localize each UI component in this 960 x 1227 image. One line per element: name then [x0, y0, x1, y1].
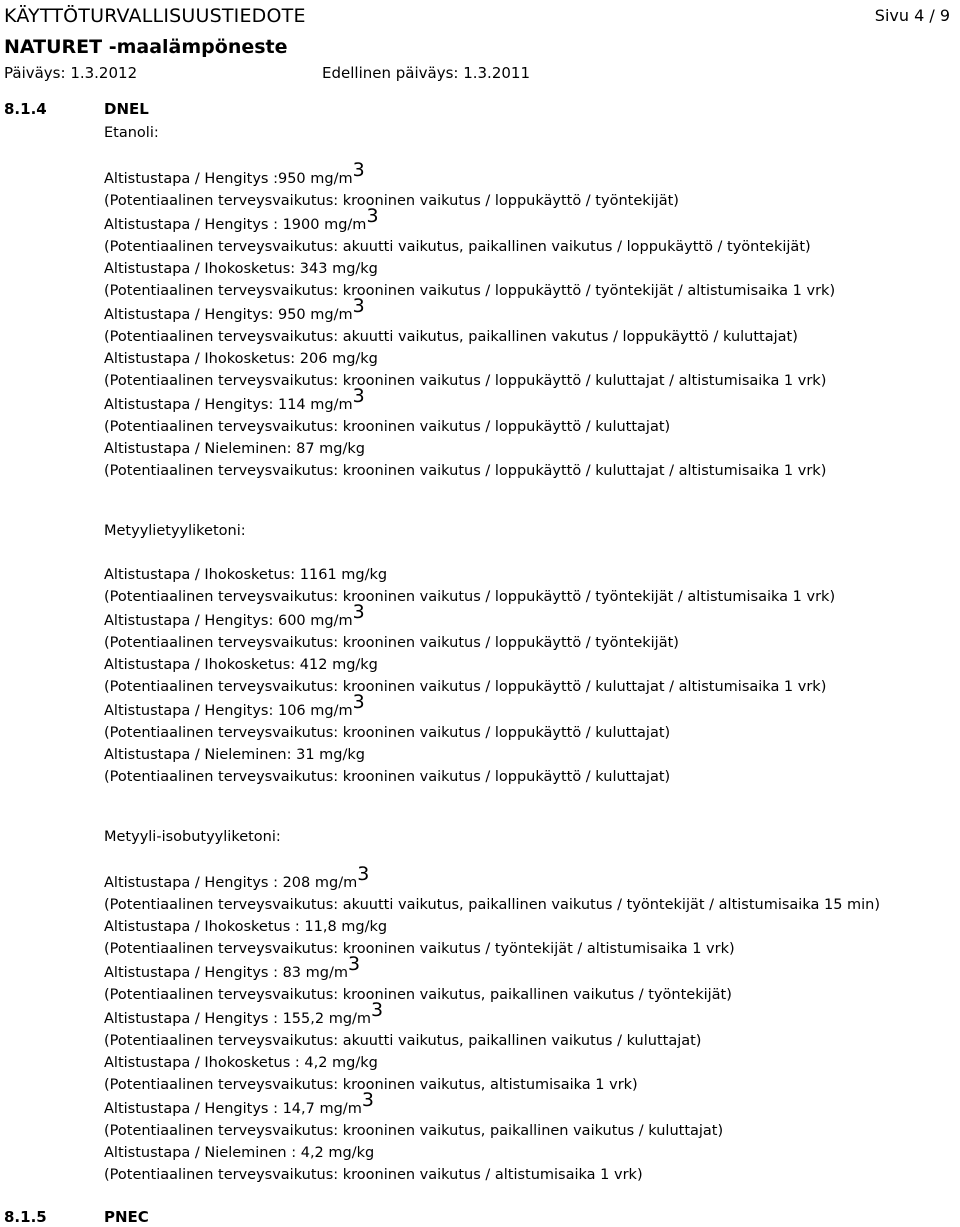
exposure-route-text: Altistustapa / Ihokosketus : 4,2 mg/kg — [104, 1055, 378, 1071]
exposure-route — [104, 1142, 954, 1164]
health-effect: (Potentiaalinen terveysvaikutus: akuutti vaikutus, paikallinen vakutus / loppukäyttö / kuluttajat) — [104, 329, 798, 345]
health-effect: (Potentiaalinen terveysvaikutus: krooninen vaikutus, paikallinen vaikutus / työntekijät) — [104, 987, 732, 1003]
exposure-route-text: Altistustapa / Hengitys :950 mg/m — [104, 171, 353, 187]
health-effect: (Potentiaalinen terveysvaikutus: krooninen vaikutus / loppukäyttö / kuluttajat / altistumisaika 1 vrk) — [104, 373, 827, 389]
unit-exponent: 3 — [352, 601, 365, 623]
section-title: DNEL — [104, 100, 149, 118]
issue-date: Päiväys: 1.3.2012 — [4, 64, 138, 82]
exposure-route — [104, 953, 954, 984]
health-effect: (Potentiaalinen terveysvaikutus: akuutti vaikutus, paikallinen vaikutus / kuluttajat) — [104, 1033, 702, 1049]
health-effect: (Potentiaalinen terveysvaikutus: krooninen vaikutus / loppukäyttö / kuluttajat) — [104, 725, 671, 741]
page-number: Sivu 4 / 9 — [874, 6, 950, 25]
exposure-route-text: Altistustapa / Nieleminen: 31 mg/kg — [104, 747, 365, 763]
health-effect: (Potentiaalinen terveysvaikutus: krooninen vaikutus / loppukäyttö / työntekijät / altistumisaika 1 vrk) — [104, 283, 836, 299]
exposure-route — [104, 601, 954, 632]
exposure-route — [104, 438, 954, 460]
health-effect: (Potentiaalinen terveysvaikutus: akuutti vaikutus, paikallinen vaikutus / työntekijät / altistumisaika 15 min) — [104, 897, 881, 913]
exposure-route — [104, 999, 954, 1030]
health-effect: (Potentiaalinen terveysvaikutus: krooninen vaikutus / loppukäyttö / työntekijät) — [104, 193, 679, 209]
exposure-route-text: Altistustapa / Hengitys: 600 mg/m — [104, 613, 353, 629]
exposure-route-text: Altistustapa / Hengitys: 950 mg/m — [104, 307, 353, 323]
health-effect: (Potentiaalinen terveysvaikutus: krooninen vaikutus / loppukäyttö / kuluttajat) — [104, 419, 671, 435]
exposure-route-text: Altistustapa / Nieleminen: 87 mg/kg — [104, 441, 365, 457]
exposure-route-text: Altistustapa / Hengitys : 83 mg/m — [104, 965, 348, 981]
exposure-route — [104, 654, 954, 676]
exposure-route-text: Altistustapa / Hengitys : 155,2 mg/m — [104, 1011, 372, 1027]
health-effect: (Potentiaalinen terveysvaikutus: krooninen vaikutus, paikallinen vaikutus / kuluttajat) — [104, 1123, 724, 1139]
unit-exponent: 3 — [366, 205, 379, 227]
exposure-route-text: Altistustapa / Hengitys : 14,7 mg/m — [104, 1101, 362, 1117]
exposure-route — [104, 295, 954, 326]
health-effect: (Potentiaalinen terveysvaikutus: krooninen vaikutus / loppukäyttö / kuluttajat / altistumisaika 1 vrk) — [104, 463, 827, 479]
substance-name: Metyyli-isobutyyliketoni: — [104, 829, 281, 845]
unit-exponent: 3 — [352, 159, 365, 181]
substance-block — [104, 826, 954, 1186]
unit-exponent: 3 — [361, 1089, 374, 1111]
section-number-pnec: 8.1.5 — [4, 1208, 47, 1226]
health-effect: (Potentiaalinen terveysvaikutus: krooninen vaikutus / työntekijät / altistumisaika 1 vrk) — [104, 941, 735, 957]
section-title-pnec: PNEC — [104, 1208, 149, 1226]
exposure-route-text: Altistustapa / Ihokosketus: 206 mg/kg — [104, 351, 378, 367]
exposure-route — [104, 863, 954, 894]
product-name: NATURET -maalämpöneste — [4, 36, 288, 58]
dnel-list — [104, 122, 954, 1186]
exposure-route — [104, 258, 954, 280]
health-effect: (Potentiaalinen terveysvaikutus: krooninen vaikutus / altistumisaika 1 vrk) — [104, 1167, 643, 1183]
unit-exponent: 3 — [352, 295, 365, 317]
exposure-route — [104, 159, 954, 190]
unit-exponent: 3 — [371, 999, 384, 1021]
health-effect: (Potentiaalinen terveysvaikutus: akuutti vaikutus, paikallinen vaikutus / loppukäyttö / työntekijät) — [104, 239, 811, 255]
previous-date: Edellinen päiväys: 1.3.2011 — [322, 64, 531, 82]
exposure-route-text: Altistustapa / Hengitys: 106 mg/m — [104, 703, 353, 719]
unit-exponent: 3 — [357, 863, 370, 885]
exposure-route — [104, 1052, 954, 1074]
health-effect: (Potentiaalinen terveysvaikutus: krooninen vaikutus / loppukäyttö / työntekijät) — [104, 635, 679, 651]
health-effect: (Potentiaalinen terveysvaikutus: krooninen vaikutus / loppukäyttö / kuluttajat / altistumisaika 1 vrk) — [104, 679, 827, 695]
exposure-route-text: Altistustapa / Ihokosketus: 412 mg/kg — [104, 657, 378, 673]
document-title: KÄYTTÖTURVALLISUUSTIEDOTE — [4, 5, 306, 27]
exposure-route — [104, 205, 954, 236]
exposure-route — [104, 564, 954, 586]
exposure-route — [104, 1089, 954, 1120]
exposure-route-text: Altistustapa / Hengitys : 1900 mg/m — [104, 217, 367, 233]
unit-exponent: 3 — [352, 385, 365, 407]
exposure-route-text: Altistustapa / Nieleminen : 4,2 mg/kg — [104, 1145, 375, 1161]
health-effect: (Potentiaalinen terveysvaikutus: krooninen vaikutus / loppukäyttö / kuluttajat) — [104, 769, 671, 785]
section-number: 8.1.4 — [4, 100, 47, 118]
unit-exponent: 3 — [352, 691, 365, 713]
unit-exponent: 3 — [347, 953, 361, 975]
exposure-route — [104, 385, 954, 416]
substance-block — [104, 520, 954, 788]
exposure-route — [104, 691, 954, 722]
exposure-route-text: Altistustapa / Hengitys: 114 mg/m — [104, 397, 353, 413]
substance-name: Metyylietyyliketoni: — [104, 523, 246, 539]
health-effect: (Potentiaalinen terveysvaikutus: krooninen vaikutus, altistumisaika 1 vrk) — [104, 1077, 638, 1093]
health-effect: (Potentiaalinen terveysvaikutus: krooninen vaikutus / loppukäyttö / työntekijät / altistumisaika 1 vrk) — [104, 589, 836, 605]
exposure-route — [104, 744, 954, 766]
exposure-route — [104, 916, 954, 938]
exposure-route-text: Altistustapa / Ihokosketus: 1161 mg/kg — [104, 567, 388, 583]
substance-name: Etanoli: — [104, 125, 159, 141]
exposure-route-text: Altistustapa / Hengitys : 208 mg/m — [104, 875, 358, 891]
substance-block — [104, 122, 954, 482]
exposure-route — [104, 348, 954, 370]
exposure-route-text: Altistustapa / Ihokosketus : 11,8 mg/kg — [104, 919, 388, 935]
exposure-route-text: Altistustapa / Ihokosketus: 343 mg/kg — [104, 261, 378, 277]
